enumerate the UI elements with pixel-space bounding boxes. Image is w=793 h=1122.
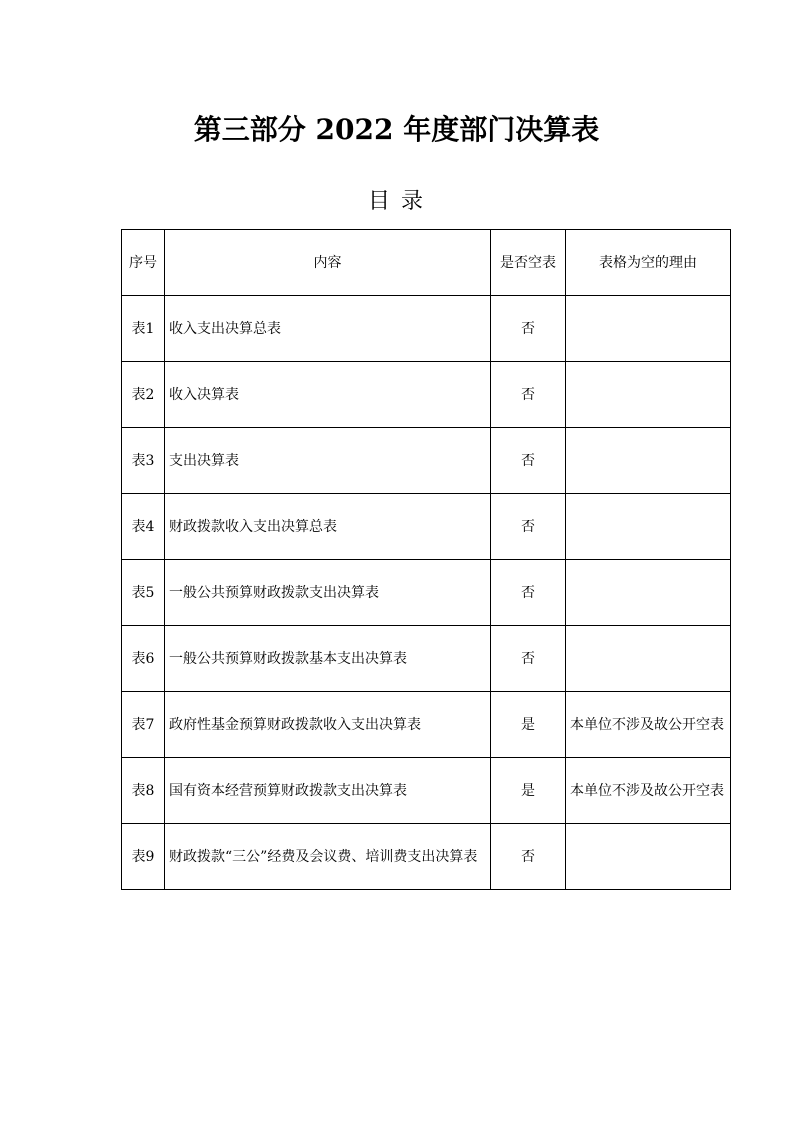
row-content: 收入决算表 <box>165 362 491 428</box>
row-reason <box>566 296 731 362</box>
table-header-row <box>122 230 731 296</box>
row-content: 收入支出决算总表 <box>165 296 491 362</box>
row-reason <box>566 362 731 428</box>
header-content: 内容 <box>165 230 491 296</box>
row-no: 表4 <box>122 494 165 560</box>
row-content: 支出决算表 <box>165 428 491 494</box>
table-row <box>122 626 731 692</box>
row-no: 表2 <box>122 362 165 428</box>
table-row <box>122 494 731 560</box>
row-reason <box>566 494 731 560</box>
header-reason: 表格为空的理由 <box>566 230 731 296</box>
row-content: 一般公共预算财政拨款基本支出决算表 <box>165 626 491 692</box>
row-content: 一般公共预算财政拨款支出决算表 <box>165 560 491 626</box>
toc-table <box>121 229 731 890</box>
row-no: 表3 <box>122 428 165 494</box>
row-no: 表8 <box>122 758 165 824</box>
table-row <box>122 560 731 626</box>
row-reason <box>566 626 731 692</box>
row-is-empty: 否 <box>491 296 566 362</box>
header-is-empty: 是否空表 <box>491 230 566 296</box>
row-reason <box>566 560 731 626</box>
row-is-empty: 是 <box>491 758 566 824</box>
row-no: 表6 <box>122 626 165 692</box>
row-content: 财政拨款“三公”经费及会议费、培训费支出决算表 <box>165 824 491 890</box>
row-is-empty: 否 <box>491 494 566 560</box>
toc-heading: 目 录 <box>368 189 425 214</box>
row-is-empty: 是 <box>491 692 566 758</box>
table-row <box>122 362 731 428</box>
row-content: 国有资本经营预算财政拨款支出决算表 <box>165 758 491 824</box>
row-is-empty: 否 <box>491 428 566 494</box>
row-is-empty: 否 <box>491 626 566 692</box>
row-content: 政府性基金预算财政拨款收入支出决算表 <box>165 692 491 758</box>
document-title: 第三部分 2022 年度部门决算表 <box>193 113 600 146</box>
row-reason <box>566 824 731 890</box>
row-reason: 本单位不涉及故公开空表 <box>566 758 731 824</box>
row-is-empty: 否 <box>491 362 566 428</box>
row-is-empty: 否 <box>491 560 566 626</box>
row-reason <box>566 428 731 494</box>
row-no: 表1 <box>122 296 165 362</box>
row-no: 表7 <box>122 692 165 758</box>
row-is-empty: 否 <box>491 824 566 890</box>
table-row <box>122 758 731 824</box>
table-row <box>122 824 731 890</box>
row-no: 表5 <box>122 560 165 626</box>
row-reason: 本单位不涉及故公开空表 <box>566 692 731 758</box>
table-row <box>122 428 731 494</box>
row-content: 财政拨款收入支出决算总表 <box>165 494 491 560</box>
header-no: 序号 <box>122 230 165 296</box>
row-no: 表9 <box>122 824 165 890</box>
table-row <box>122 296 731 362</box>
table-row <box>122 692 731 758</box>
